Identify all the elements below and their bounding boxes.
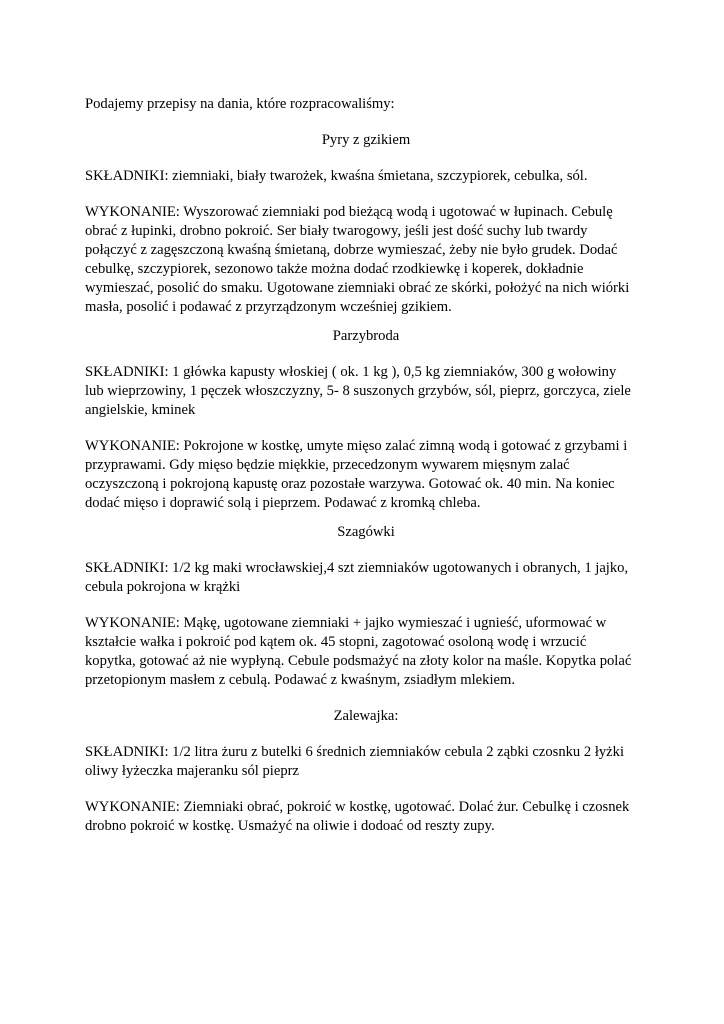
- text-line: oczyszczoną i pokrojoną kapustę oraz pozostałe warzywa. Gotować ok. 40 min. Na koniec: [85, 476, 615, 492]
- text-line: SKŁADNIKI: 1/2 litra żuru z butelki 6 średnich ziemniaków cebula 2 ząbki czosnku 2 łyżki: [85, 744, 625, 760]
- recipe-ingredients: [85, 363, 647, 420]
- recipe-title: Pyry z gzikiem: [321, 132, 411, 148]
- text-line: cebula pokrojona w krążki: [85, 579, 241, 595]
- recipe-zalewajka: [85, 707, 647, 836]
- text-line: SKŁADNIKI: ziemniaki, biały twarożek, kwaśna śmietana, szczypiorek, cebulka, sól.: [85, 168, 588, 184]
- text-line: połączyć z zagęszczoną kwaśną śmietaną, dobrze wymieszać, żeby nie było grudek. Dodać: [85, 242, 618, 258]
- text-line: kopytka, gotować aż nie wypłyną. Cebule podsmażyć na złoty kolor na maśle. Kopytka polać: [85, 653, 632, 669]
- text-line: SKŁADNIKI: 1 główka kapusty włoskiej ( ok. 1 kg ), 0,5 kg ziemniaków, 300 g wołowiny: [85, 364, 617, 380]
- recipe-title: Szagówki: [337, 524, 395, 540]
- recipe-parzybroda: [85, 327, 647, 513]
- recipe-method: [85, 437, 647, 513]
- text-line: angielskie, kminek: [85, 402, 196, 418]
- text-line: WYKONANIE: Wyszorować ziemniaki pod bieżącą wodą i ugotować w łupinach. Cebulę: [85, 204, 613, 220]
- text-line: dodać mięso i doprawić solą i pieprzem. Podawać z kromką chleba.: [85, 495, 481, 511]
- recipe-method: [85, 203, 647, 317]
- text-line: WYKONANIE: Ziemniaki obrać, pokroić w kostkę, ugotować. Dolać żur. Cebulkę i czosnek: [85, 799, 630, 815]
- text-line: SKŁADNIKI: 1/2 kg maki wrocławskiej,4 szt ziemniaków ugotowanych i obranych, 1 jajko,: [85, 560, 629, 576]
- recipe-szagowki: [85, 523, 647, 690]
- recipe-ingredients: [85, 743, 647, 781]
- recipe-ingredients: [85, 167, 647, 186]
- text-line: wymieszać, posolić do smaku. Ugotowane ziemniaki obrać ze skórki, położyć na nich wiórki: [85, 280, 630, 296]
- intro-text: Podajemy przepisy na dania, które rozpracowaliśmy:: [85, 96, 395, 112]
- document-page: [85, 95, 647, 853]
- text-line: przetopionym masłem z cebulą. Podawać z kwaśnym, zsiadłym mlekiem.: [85, 672, 515, 688]
- text-line: kształcie wałka i pokroić pod kątem ok. 45 stopni, zagotować osoloną wodę i wrzucić: [85, 634, 587, 650]
- text-line: przyprawami. Gdy mięso będzie miękkie, przecedzonym wywarem mięsnym zalać: [85, 457, 570, 473]
- recipe-method: [85, 614, 647, 690]
- text-line: WYKONANIE: Pokrojone w kostkę, umyte mięso zalać zimną wodą i gotować z grzybami i: [85, 438, 628, 454]
- recipe-title: Zalewajka:: [333, 708, 399, 724]
- text-line: masła, posolić i podawać z przyrządzonym wcześniej gzikiem.: [85, 299, 452, 315]
- text-line: cebulkę, szczypiorek, sezonowo także można dodać rzodkiewkę i koperek, dokładnie: [85, 261, 584, 277]
- text-line: WYKONANIE: Mąkę, ugotowane ziemniaki + jajko wymieszać i ugnieść, uformować w: [85, 615, 607, 631]
- recipe-method: [85, 798, 647, 836]
- recipe-pyry-z-gzikiem: [85, 131, 647, 317]
- text-line: obrać z łupinki, drobno pokroić. Ser biały twarogowy, jeśli jest dość suchy lub twardy: [85, 223, 588, 239]
- text-line: drobno pokroić w kostkę. Usmażyć na oliwie i dodoać od reszty zupy.: [85, 818, 495, 834]
- text-line: lub wieprzowiny, 1 pęczek włoszczyzny, 5- 8 suszonych grzybów, sól, pieprz, gorczyca, ziele: [85, 383, 631, 399]
- recipe-ingredients: [85, 559, 647, 597]
- text-line: oliwy łyżeczka majeranku sól pieprz: [85, 763, 299, 779]
- recipe-title: Parzybroda: [332, 328, 400, 344]
